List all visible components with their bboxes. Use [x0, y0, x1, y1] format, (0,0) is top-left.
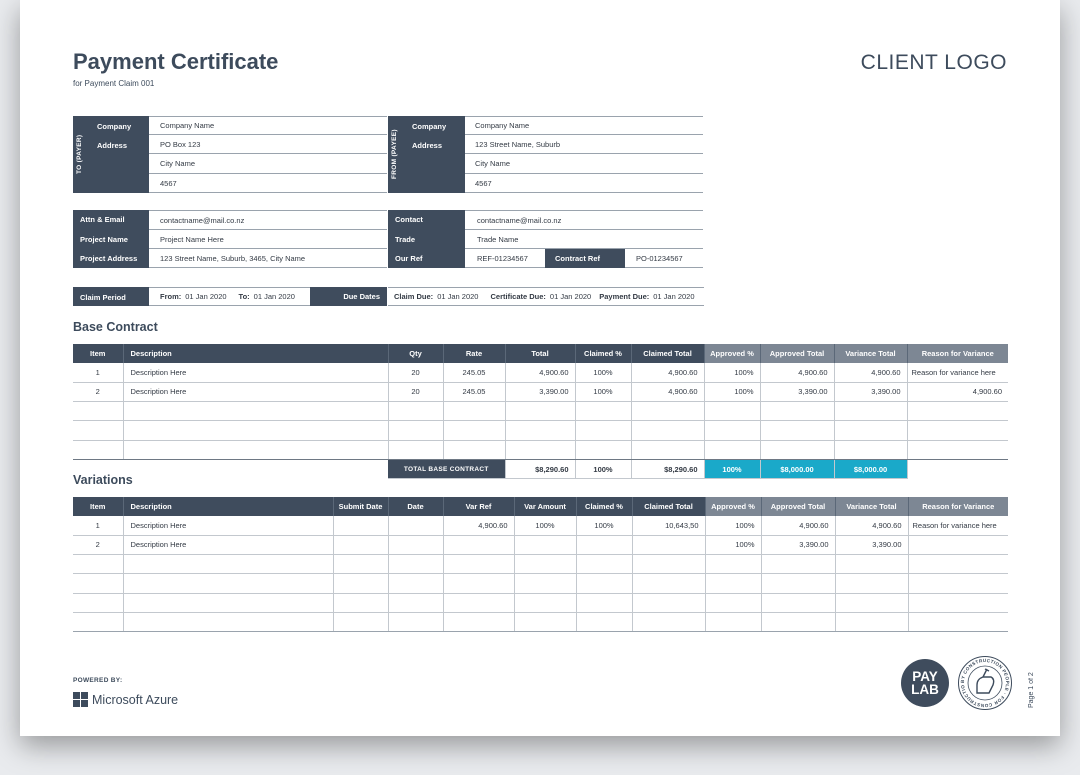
- var-col-approved-pct: Approved %: [705, 497, 761, 516]
- paylab-logo: [901, 659, 949, 707]
- cell-reason: [908, 535, 1008, 554]
- cell-qty: 20: [388, 363, 443, 382]
- project-address-row: [149, 249, 387, 268]
- bc-col-approved-pct: Approved %: [704, 344, 760, 363]
- bc-col-qty: Qty: [388, 344, 443, 363]
- cell-submit-date: [333, 535, 388, 554]
- cell-approved-total: 3,390.00: [761, 535, 835, 554]
- payer-address-1: PO Box 123: [160, 139, 201, 149]
- total-base-contract-label: TOTAL BASE CONTRACT: [388, 459, 505, 478]
- cell-rate: 245.05: [443, 382, 505, 401]
- cell-date: [388, 516, 443, 535]
- var-col-date: Date: [388, 497, 443, 516]
- azure-text: Microsoft Azure: [92, 692, 179, 707]
- cell-claimed-total: [632, 535, 705, 554]
- cell-var-ref: [443, 535, 514, 554]
- cell-reason: Reason for variance here: [908, 516, 1008, 535]
- stamp-text: BY CONSTRUCTION PEOPLE · FOR CONSTRUCTIO: [959, 657, 1011, 709]
- cell-approved-pct: 100%: [705, 516, 761, 535]
- payer-address-3: 4567: [160, 178, 177, 188]
- due-dates-row: [388, 287, 704, 306]
- from-value: 01 Jan 2020: [185, 292, 227, 301]
- cell-variance-total: 4,900.60: [835, 516, 908, 535]
- table-row-empty: [73, 421, 1008, 440]
- cell-var-ref: 4,900.60: [443, 516, 514, 535]
- cell-submit-date: [333, 516, 388, 535]
- table-row-empty: [73, 402, 1008, 421]
- cell-item: 2: [73, 535, 123, 554]
- client-logo: CLIENT LOGO: [860, 51, 1007, 74]
- payee-company-label: Company: [412, 122, 447, 131]
- contract-ref-row: [625, 249, 703, 268]
- contract-ref-label: Contract Ref: [555, 254, 601, 263]
- payee-side-label: FROM (PAYEE): [391, 129, 398, 179]
- var-col-reason: Reason for Variance: [908, 497, 1008, 516]
- payer-address-row-2: [149, 154, 387, 174]
- payer-company-row: [149, 116, 387, 135]
- payee-address-row-2: [465, 154, 703, 174]
- contract-ref-value: PO-01234567: [636, 253, 683, 263]
- variations-table: [73, 497, 1008, 632]
- cell-date: [388, 535, 443, 554]
- cell-item: 1: [73, 516, 123, 535]
- var-col-var-ref: Var Ref: [443, 497, 514, 516]
- cell-qty: 20: [388, 382, 443, 401]
- attn-label: Attn & Email: [80, 215, 125, 224]
- var-col-description: Description: [123, 497, 333, 516]
- attn-value: contactname@mail.co.nz: [160, 215, 245, 225]
- due-dates-label-cell: [310, 287, 387, 306]
- construction-stamp-icon: [957, 655, 1013, 711]
- payer-address-2: City Name: [160, 159, 196, 168]
- bc-col-reason: Reason for Variance: [907, 344, 1008, 363]
- table-row-empty: [73, 612, 1008, 631]
- cell-item: 2: [73, 382, 123, 401]
- to-value: 01 Jan 2020: [253, 292, 295, 301]
- payer-address-row-3: [149, 174, 387, 193]
- var-col-submit-date: Submit Date: [333, 497, 388, 516]
- cell-claimed-pct: 100%: [576, 516, 632, 535]
- claim-due-label: Claim Due:: [394, 292, 434, 301]
- project-name-label: Project Name: [80, 235, 128, 244]
- total-variance-value: $8,000.00: [834, 459, 907, 478]
- cell-rate: 245.05: [443, 363, 505, 382]
- payment-certificate-page: [20, 0, 1060, 736]
- page-number: Page 1 of 2: [1028, 672, 1035, 708]
- cell-variance-total: 3,390.00: [834, 382, 907, 401]
- cell-claimed-total: 4,900.60: [631, 363, 704, 382]
- bc-col-approved-total: Approved Total: [760, 344, 834, 363]
- var-col-claimed-total: Claimed Total: [632, 497, 705, 516]
- table-row-empty: [73, 440, 1008, 459]
- cell-description: Description Here: [123, 382, 388, 401]
- cell-claimed-total: 4,900.60: [631, 382, 704, 401]
- var-col-item: Item: [73, 497, 123, 516]
- trade-label: Trade: [395, 235, 416, 244]
- total-approved-pct: 100%: [704, 459, 760, 478]
- microsoft-windows-icon: [73, 692, 88, 707]
- bc-col-claimed-pct: Claimed %: [575, 344, 631, 363]
- payee-company-row: [465, 116, 703, 135]
- bc-col-claimed-total: Claimed Total: [631, 344, 704, 363]
- paylab-logo-bottom: LAB: [911, 682, 939, 697]
- to-label: To:: [238, 292, 250, 301]
- table-row-empty: [73, 593, 1008, 612]
- due-dates-label: Due Dates: [343, 292, 380, 301]
- cert-due-value: 01 Jan 2020: [549, 292, 592, 301]
- var-col-approved-total: Approved Total: [761, 497, 835, 516]
- microsoft-azure-logo: [73, 692, 178, 707]
- cell-var-amount: [514, 535, 576, 554]
- project-name-value: Project Name Here: [160, 234, 224, 244]
- cell-description: Description Here: [123, 516, 333, 535]
- payer-address-row-1: [149, 135, 387, 154]
- payee-address-1: 123 Street Name, Suburb: [475, 139, 561, 149]
- cell-approved-total: 4,900.60: [760, 363, 834, 382]
- total-claimed-pct: 100%: [575, 459, 631, 478]
- total-base-contract-value: $8,290.60: [505, 459, 575, 478]
- page-subtitle: for Payment Claim 001: [73, 79, 155, 88]
- claim-period-dates: [149, 287, 310, 306]
- our-ref-value: REF-01234567: [477, 253, 528, 263]
- page-title: Payment Certificate: [73, 49, 279, 74]
- table-row: [73, 382, 1008, 401]
- bc-col-rate: Rate: [443, 344, 505, 363]
- payment-due-label: Payment Due:: [599, 292, 650, 301]
- contact-row: [465, 210, 703, 230]
- payee-address-label: Address: [412, 141, 443, 150]
- cell-claimed-pct: [576, 535, 632, 554]
- cell-var-amount: 100%: [514, 516, 576, 535]
- cell-approved-pct: 100%: [704, 382, 760, 401]
- our-ref-row: [465, 249, 545, 268]
- var-col-claimed-pct: Claimed %: [576, 497, 632, 516]
- cell-reason: Reason for variance here: [907, 363, 1008, 382]
- cell-reason: 4,900.60: [907, 382, 1008, 401]
- table-row-empty: [73, 574, 1008, 593]
- base-contract-title: Base Contract: [73, 320, 158, 334]
- payee-address-2: City Name: [475, 159, 511, 168]
- payee-company: Company Name: [475, 121, 530, 130]
- trade-value: Trade Name: [477, 234, 519, 244]
- our-ref-label: Our Ref: [395, 254, 423, 263]
- bc-col-total: Total: [505, 344, 575, 363]
- cell-approved-total: 3,390.00: [760, 382, 834, 401]
- payer-company: Company Name: [160, 121, 215, 130]
- cell-approved-pct: 100%: [705, 535, 761, 554]
- variations-title: Variations: [73, 473, 133, 487]
- variations-header-row: [73, 497, 1008, 516]
- cell-total: 3,390.00: [505, 382, 575, 401]
- table-row: [73, 516, 1008, 535]
- powered-by-label: POWERED BY:: [73, 677, 123, 684]
- cert-due-label: Certificate Due:: [490, 292, 546, 301]
- var-col-variance-total: Variance Total: [835, 497, 908, 516]
- table-row-empty: [73, 555, 1008, 574]
- cell-approved-pct: 100%: [704, 363, 760, 382]
- cell-claimed-pct: 100%: [575, 363, 631, 382]
- total-approved-value: $8,000.00: [760, 459, 834, 478]
- cell-variance-total: 4,900.60: [834, 363, 907, 382]
- table-row: [73, 363, 1008, 382]
- cell-total: 4,900.60: [505, 363, 575, 382]
- from-label: From:: [160, 292, 182, 301]
- contact-value: contactname@mail.co.nz: [477, 215, 562, 225]
- cell-description: Description Here: [123, 535, 333, 554]
- base-contract-table: [73, 344, 1008, 479]
- trade-row: [465, 230, 703, 249]
- base-contract-total-row: [73, 459, 1008, 478]
- bc-col-item: Item: [73, 344, 123, 363]
- contact-label: Contact: [395, 215, 423, 224]
- paylab-logo-top: PAY: [912, 669, 938, 684]
- base-contract-header-row: [73, 344, 1008, 363]
- project-name-row: [149, 230, 387, 249]
- payee-address-row-1: [465, 135, 703, 154]
- claim-due-value: 01 Jan 2020: [437, 292, 479, 301]
- bc-col-description: Description: [123, 344, 388, 363]
- payer-company-label: Company: [97, 122, 132, 131]
- total-claimed-value: $8,290.60: [631, 459, 704, 478]
- cell-item: 1: [73, 363, 123, 382]
- payer-side-label: TO (PAYER): [76, 134, 83, 174]
- table-row: [73, 535, 1008, 554]
- project-address-value: 123 Street Name, Suburb, 3465, City Name: [160, 253, 306, 263]
- project-address-label: Project Address: [80, 254, 138, 263]
- var-col-var-amount: Var Amount: [514, 497, 576, 516]
- claim-period-label: Claim Period: [80, 293, 126, 302]
- payee-address-3: 4567: [475, 178, 492, 188]
- cell-description: Description Here: [123, 363, 388, 382]
- bc-col-variance-total: Variance Total: [834, 344, 907, 363]
- payment-due-value: 01 Jan 2020: [653, 292, 695, 301]
- cell-approved-total: 4,900.60: [761, 516, 835, 535]
- cell-variance-total: 3,390.00: [835, 535, 908, 554]
- payer-address-label: Address: [97, 141, 128, 150]
- cell-claimed-total: 10,643,50: [632, 516, 705, 535]
- payee-address-row-3: [465, 174, 703, 193]
- cell-claimed-pct: 100%: [575, 382, 631, 401]
- attn-row: [149, 210, 387, 230]
